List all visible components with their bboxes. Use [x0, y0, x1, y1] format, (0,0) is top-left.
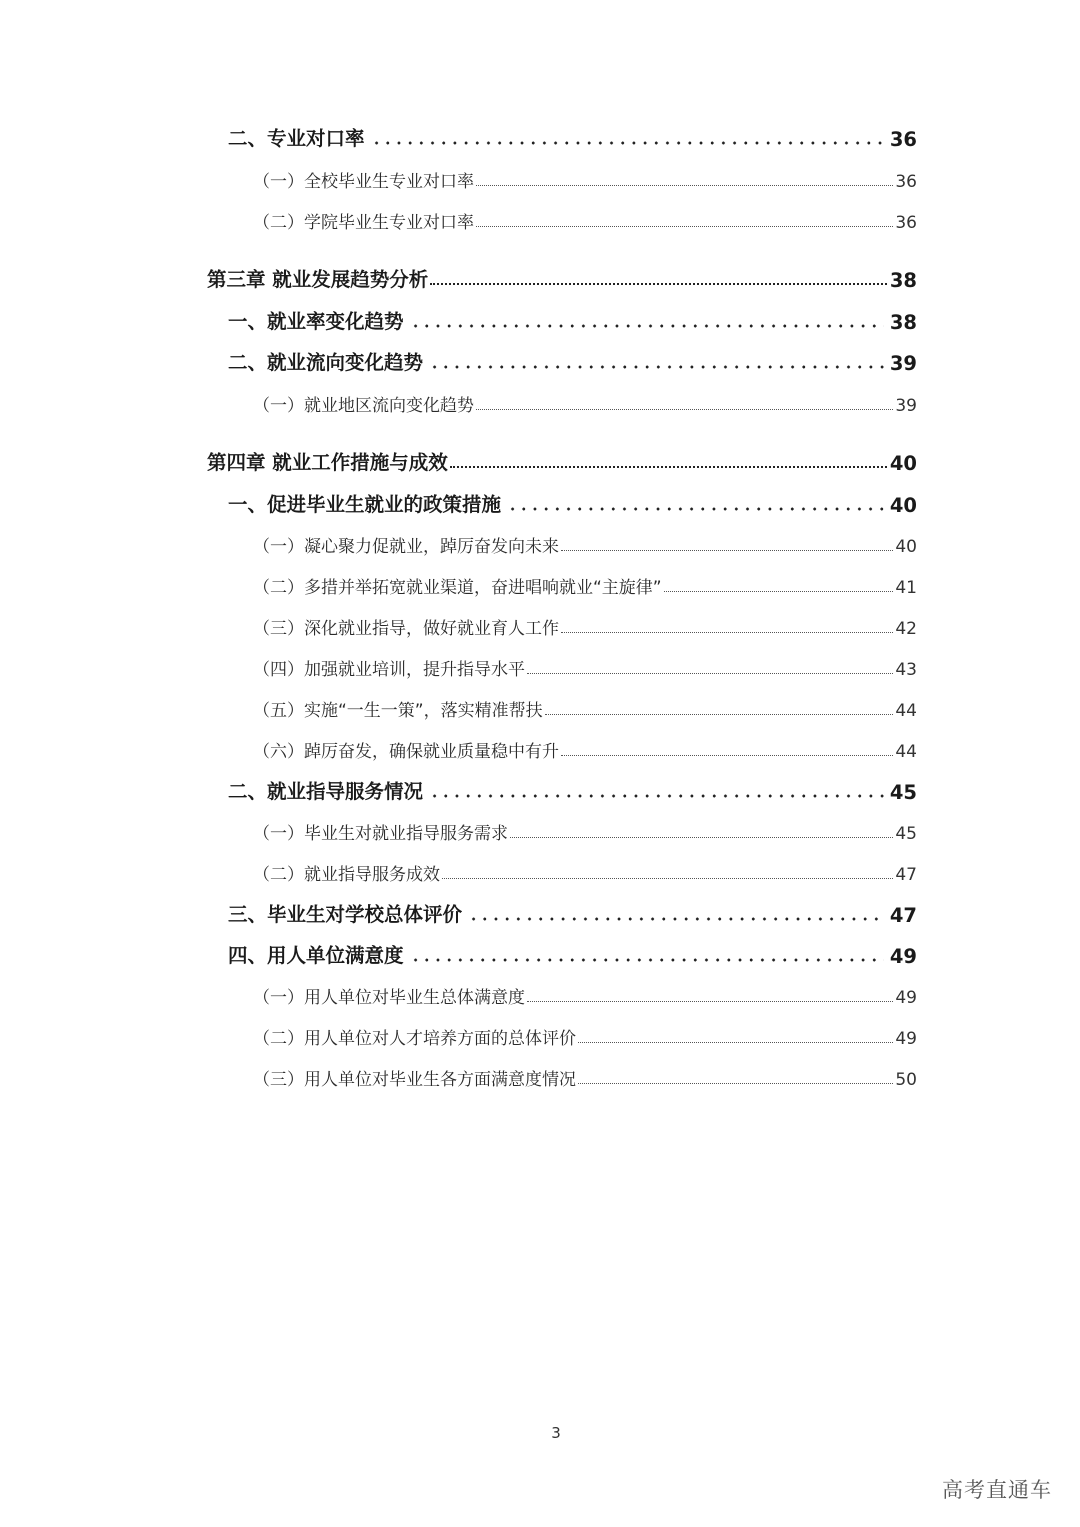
toc-subsection-entry[interactable]	[253, 976, 917, 1008]
toc-entry-page: 36	[895, 172, 917, 192]
toc-section-entry[interactable]	[228, 119, 917, 151]
toc-entry-title: （六）踔厉奋发，确保就业质量稳中有升	[253, 742, 559, 762]
toc-subsection-entry[interactable]	[253, 384, 917, 416]
toc-dot-leader	[410, 324, 884, 328]
toc-entry-page: 40	[895, 537, 917, 557]
toc-entry-page: 45	[895, 824, 917, 844]
toc-section-entry[interactable]	[228, 343, 917, 375]
toc-dot-leader	[410, 958, 884, 962]
toc-dot-leader	[450, 466, 887, 468]
page-number: 3	[551, 1424, 561, 1442]
toc-entry-page: 44	[895, 701, 917, 721]
toc-entry-page: 39	[895, 396, 917, 416]
toc-entry-title: 二、就业指导服务情况	[228, 780, 424, 803]
toc-dot-leader	[664, 591, 894, 592]
toc-dot-leader	[527, 673, 893, 674]
toc-entry-title: 一、就业率变化趋势	[228, 310, 404, 333]
toc-entry-title: （一）全校毕业生专业对口率	[253, 172, 474, 192]
toc-dot-leader	[371, 141, 884, 145]
toc-dot-leader	[561, 550, 893, 551]
toc-dot-leader	[545, 714, 894, 715]
toc-dot-leader	[476, 226, 893, 227]
toc-entry-title: 第四章 就业工作措施与成效	[207, 451, 448, 474]
toc-entry-title: 第三章 就业发展趋势分析	[207, 268, 429, 291]
toc-dot-leader	[510, 837, 893, 838]
toc-entry-title: （三）用人单位对毕业生各方面满意度情况	[253, 1070, 576, 1090]
toc-entry-title: 二、专业对口率	[228, 127, 365, 150]
toc-entry-title: （五）实施“一生一策”，落实精准帮扶	[253, 701, 543, 721]
toc-entry-page: 41	[895, 578, 917, 598]
toc-dot-leader	[527, 1001, 893, 1002]
toc-entry-title: （一）用人单位对毕业生总体满意度	[253, 988, 525, 1008]
toc-section-entry[interactable]	[228, 772, 917, 804]
toc-entry-title: 三、毕业生对学校总体评价	[228, 903, 463, 926]
toc-subsection-entry[interactable]	[253, 1058, 917, 1090]
toc-entry-page: 49	[895, 1029, 917, 1049]
toc-entry-page: 47	[895, 865, 917, 885]
toc-dot-leader	[429, 365, 884, 369]
toc-subsection-entry[interactable]	[253, 525, 917, 557]
toc-entry-title: （二）多措并举拓宽就业渠道，奋进唱响就业“主旋律”	[253, 578, 662, 598]
toc-entry-page: 43	[895, 660, 917, 680]
toc-dot-leader	[430, 283, 887, 285]
toc-section-entry[interactable]	[228, 485, 917, 517]
toc-subsection-entry[interactable]	[253, 1017, 917, 1049]
toc-section-entry[interactable]	[228, 302, 917, 334]
toc-entry-page: 36	[895, 213, 917, 233]
toc-entry-page: 47	[889, 904, 917, 927]
toc-entry-page: 40	[889, 452, 917, 475]
toc-chapter-entry[interactable]	[207, 443, 917, 475]
toc-entry-page: 42	[895, 619, 917, 639]
toc-subsection-entry[interactable]	[253, 160, 917, 192]
toc-subsection-entry[interactable]	[253, 201, 917, 233]
toc-dot-leader	[578, 1042, 893, 1043]
toc-dot-leader	[476, 185, 893, 186]
toc-entry-title: （一）凝心聚力促就业，踔厉奋发向未来	[253, 537, 559, 557]
toc-dot-leader	[578, 1083, 893, 1084]
toc-entry-page: 49	[889, 945, 917, 968]
toc-dot-leader	[429, 794, 884, 798]
toc-entry-title: （一）就业地区流向变化趋势	[253, 396, 474, 416]
toc-entry-page: 38	[889, 311, 917, 334]
toc-entry-page: 49	[895, 988, 917, 1008]
toc-subsection-entry[interactable]	[253, 607, 917, 639]
toc-entry-page: 38	[889, 269, 917, 292]
toc-entry-title: （四）加强就业培训，提升指导水平	[253, 660, 525, 680]
toc-entry-title: 一、促进毕业生就业的政策措施	[228, 493, 502, 516]
toc-subsection-entry[interactable]	[253, 689, 917, 721]
toc-entry-title: 四、用人单位满意度	[228, 944, 404, 967]
toc-subsection-entry[interactable]	[253, 853, 917, 885]
toc-subsection-entry[interactable]	[253, 812, 917, 844]
toc-entry-title: （二）就业指导服务成效	[253, 865, 440, 885]
toc-dot-leader	[476, 409, 893, 410]
watermark: 高考直通车	[942, 1478, 1052, 1502]
toc-entry-page: 50	[895, 1070, 917, 1090]
toc-entry-page: 39	[889, 352, 917, 375]
toc-entry-title: （二）用人单位对人才培养方面的总体评价	[253, 1029, 576, 1049]
toc-entry-title: （三）深化就业指导，做好就业育人工作	[253, 619, 559, 639]
toc-section-entry[interactable]	[228, 936, 917, 968]
toc-dot-leader	[507, 507, 884, 511]
toc-dot-leader	[442, 878, 893, 879]
toc-entry-page: 40	[889, 494, 917, 517]
toc-subsection-entry[interactable]	[253, 566, 917, 598]
toc-subsection-entry[interactable]	[253, 648, 917, 680]
toc-entry-title: （一）毕业生对就业指导服务需求	[253, 824, 508, 844]
toc-entry-title: （二）学院毕业生专业对口率	[253, 213, 474, 233]
toc-dot-leader	[468, 917, 884, 921]
toc-dot-leader	[561, 755, 893, 756]
toc-entry-page: 44	[895, 742, 917, 762]
toc-section-entry[interactable]	[228, 895, 917, 927]
toc-subsection-entry[interactable]	[253, 730, 917, 762]
toc-entry-page: 36	[889, 128, 917, 151]
toc-chapter-entry[interactable]	[207, 260, 917, 292]
toc-entry-page: 45	[889, 781, 917, 804]
toc-dot-leader	[561, 632, 893, 633]
toc-entry-title: 二、就业流向变化趋势	[228, 351, 424, 374]
